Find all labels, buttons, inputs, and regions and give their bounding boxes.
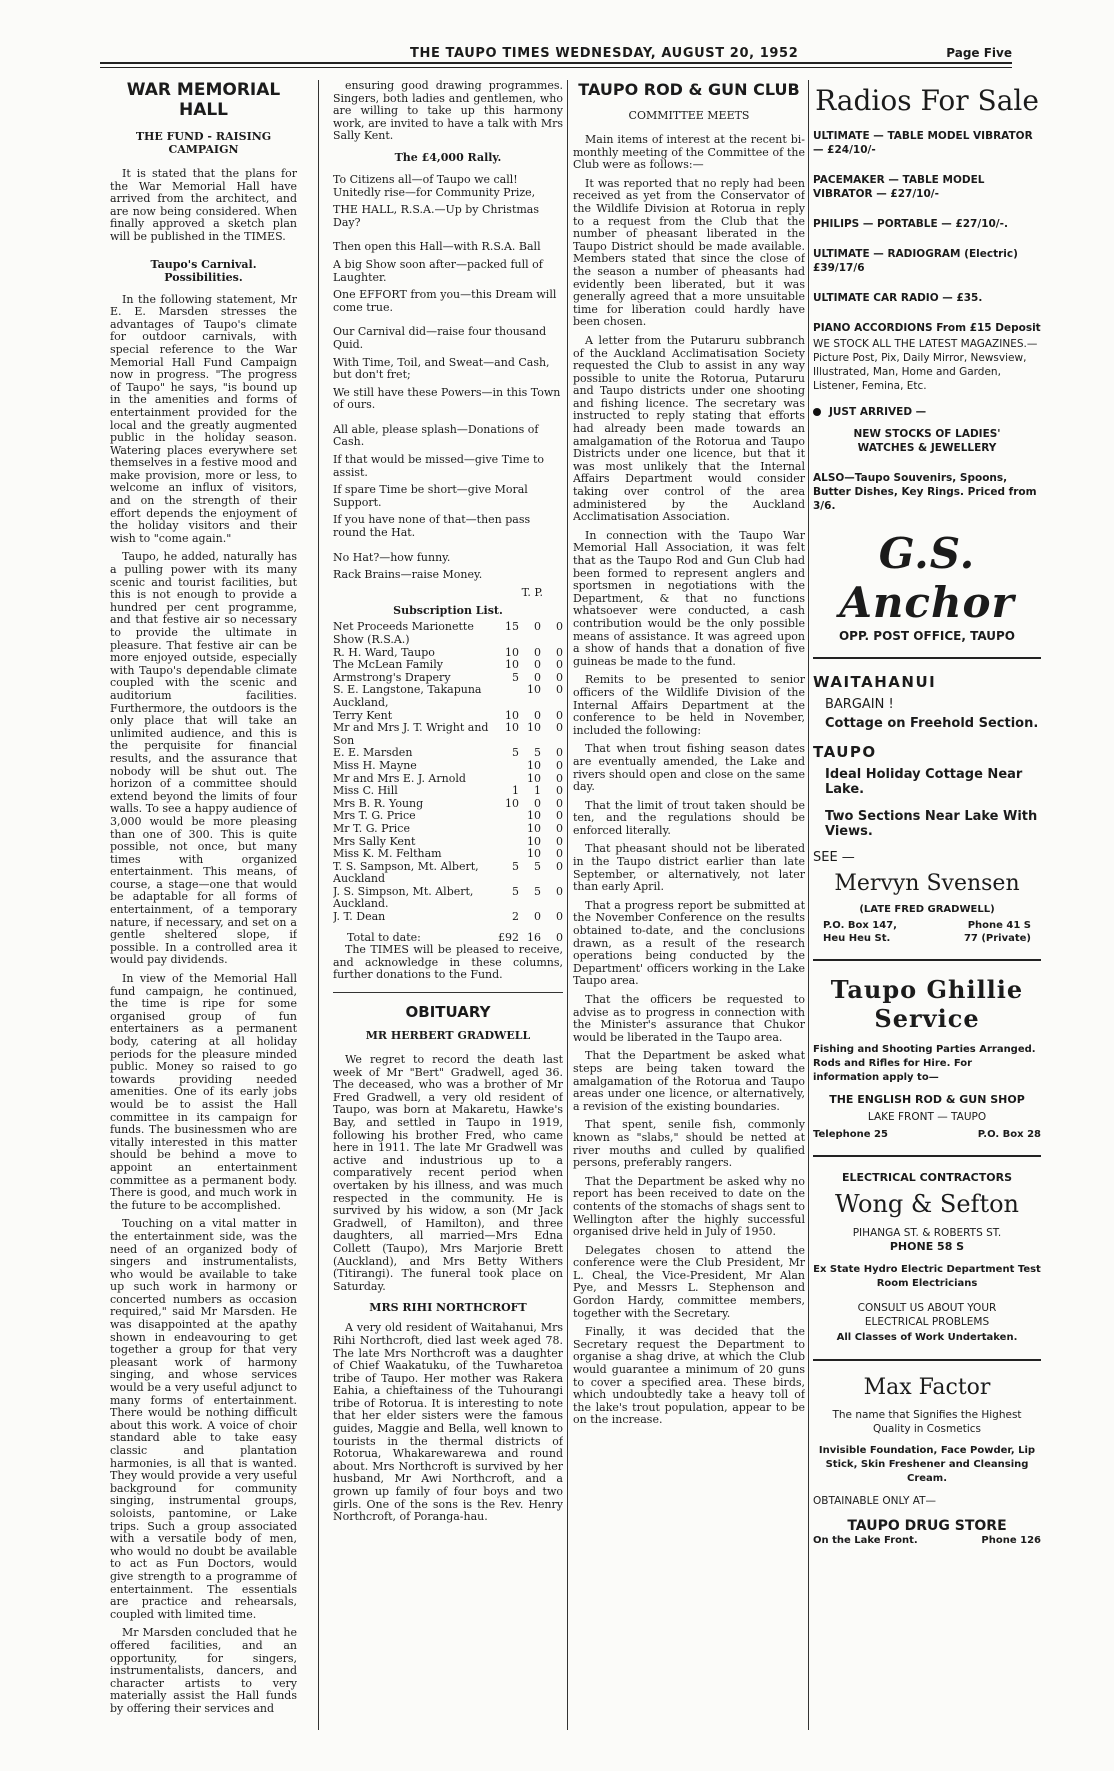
verse-line: All able, please splash—Donations of Cash. bbox=[333, 422, 539, 449]
just-arrived bbox=[813, 405, 1041, 419]
radio-item: PACEMAKER — TABLE MODEL VIBRATOR — £27/10/- bbox=[813, 174, 985, 200]
total-pence: 0 bbox=[556, 930, 563, 944]
wong-sefton: Wong & Sefton bbox=[834, 1190, 1019, 1218]
piano-ad: PIANO ACCORDIONS From £15 Deposit bbox=[813, 322, 1041, 334]
shillings: 10 bbox=[527, 721, 541, 735]
paragraph: In the following statement, Mr E. E. Marsden stresses the advantages of Taupo's climate for outdoor carnivals, with special reference to the War Memorial Hall Fund Campaign now in progress. "The progress of Taupo" he says, "is bound up in the amenities and forms of entertainment provided for the local and the greatly augmented public in the holiday season. Watering places everywhere set themselves in a festive mood and make provision, more or less, to welcome an influx of visitors, and on the strength of their effort depends the enjoyment of the holiday visitors and their wish to "come again." bbox=[110, 292, 297, 545]
contact-row bbox=[813, 1128, 1041, 1141]
radio-item: ULTIMATE — TABLE MODEL VIBRATOR — £24/10/- bbox=[813, 130, 1033, 156]
verse-line: We still have these Powers—in this Town of ours. bbox=[333, 385, 561, 412]
subscription-row bbox=[333, 911, 563, 924]
verse-line: No Hat?—how funny. bbox=[333, 550, 451, 564]
paragraph: That a progress report be submitted at the November Conference on the results obtained to-date, and the conclusions drawn, as a result of the research operations being conducted by the Department' officers working in the Lake Taupo area. bbox=[573, 898, 805, 988]
waitahanui-label: WAITAHANUI bbox=[813, 673, 937, 691]
contact-row bbox=[813, 932, 1041, 945]
shillings: 5 bbox=[534, 746, 541, 760]
shillings: 5 bbox=[534, 859, 541, 873]
pence: 0 bbox=[556, 746, 563, 760]
shillings: 0 bbox=[534, 658, 541, 672]
subscriber-name: The McLean Family bbox=[333, 658, 443, 672]
stocks-ad: NEW STOCKS OF LADIES' WATCHES & JEWELLERY bbox=[853, 428, 1001, 454]
divider bbox=[813, 1359, 1041, 1361]
pence: 0 bbox=[556, 821, 563, 835]
address: PIHANGA ST. & ROBERTS ST. bbox=[852, 1227, 1002, 1239]
magazines-ad: WE STOCK ALL THE LATEST MAGAZINES.—Picture Post, Pix, Daily Mirror, Newsview, Illustrated, Man, Home and Garden, Listener, Femina, Etc. bbox=[813, 338, 1038, 392]
pence: 0 bbox=[556, 645, 563, 659]
ex-state: Ex State Hydro Electric Department Test Room Electricians bbox=[813, 1264, 1041, 1289]
anchor-logo: G.S. Anchor bbox=[839, 529, 1015, 627]
consult: CONSULT US ABOUT YOUR ELECTRICAL PROBLEMS bbox=[857, 1302, 997, 1328]
pence: 0 bbox=[556, 796, 563, 810]
subscriber-name: Armstrong's Drapery bbox=[333, 670, 451, 684]
subhead-fund: THE FUND - RAISING CAMPAIGN bbox=[135, 130, 272, 156]
subscriber-name: Miss K. M. Feltham bbox=[333, 847, 442, 861]
subhead-committee: COMMITTEE MEETS bbox=[628, 109, 750, 122]
subscription-table bbox=[333, 621, 563, 923]
verse-line: If spare Time be short—give Moral Support. bbox=[333, 483, 528, 509]
subscriber-name: S. E. Langstone, Takapuna Auckland, bbox=[333, 683, 482, 709]
sections-listing: Two Sections Near Lake With Views. bbox=[825, 809, 1038, 839]
subscriber-name: Mrs B. R. Young bbox=[333, 796, 424, 810]
radio-item: ULTIMATE CAR RADIO — £35. bbox=[813, 292, 983, 304]
shillings: 10 bbox=[527, 821, 541, 835]
subscriber-name: E. E. Marsden bbox=[333, 746, 413, 760]
subscription-row bbox=[333, 659, 563, 672]
fishing-ad: Fishing and Shooting Parties Arranged. Rods and Rifles for Hire. For information apply to— bbox=[813, 1044, 1036, 1083]
paragraph: Finally, it was decided that the Secretary request the Department to organise a shag drive, at which the Club would guarantee a minimum of 20 guns to cover a specified area. These birds, which undoubtedly take a heavy toll of the lake's trout population, appear to be on the increase. bbox=[573, 1325, 805, 1427]
paragraph: It was reported that no reply had been received as yet from the Conservator of the Wildlife Division at Rotorua in reply to a request from the Club that the number of pheasant liberated in the Taupo District should be made available. Members stated that since the close of the season a number of pheasants had evidently been liberated, but it was generally agreed that a more unsuitable time for liberation could hardly have been chosen. bbox=[573, 176, 805, 329]
pence: 0 bbox=[556, 910, 563, 924]
subscriber-name: Mrs Sally Kent bbox=[333, 834, 416, 848]
shillings: 10 bbox=[527, 809, 541, 823]
subscriber-name: Mr T. G. Price bbox=[333, 821, 410, 835]
shillings: 0 bbox=[534, 910, 541, 924]
subscription-row bbox=[333, 785, 563, 798]
pence: 0 bbox=[556, 658, 563, 672]
paragraph: It is stated that the plans for the War Memorial Hall have arrived from the architect, and are now being considered. When finally approved a sketch plan will be published in the TIMES. bbox=[110, 167, 297, 243]
paragraph: In view of the Memorial Hall fund campaign, he continued, the time is ripe for some organised group of fun entertainers as a permanent body, catering at all holiday periods for the pleasure minded public. Money so raised to go towards providing needed amenities. One of its early jobs would be to assist the Hall committee in its campaign for funds. The businessmen who are vitally interested in this matter should be behind a move to appoint an entertainment committee as a permanent body. There is good, and much work in the future to be accomplished. bbox=[110, 972, 297, 1212]
subscriber-name: Miss H. Mayne bbox=[333, 758, 417, 772]
subscriber-name: Mrs T. G. Price bbox=[333, 809, 416, 823]
pounds bbox=[497, 836, 519, 849]
paragraph: A very old resident of Waitahanui, Mrs Rihi Northcroft, died last week aged 78. The late Mrs Northcroft was a daughter of Chief Waakatuku, of the Tuwharetoa tribe of Taupo. Her mother was Rakera Eahia, a chieftainess of the Tuhourangi tribe of Rotorua. It is interesting to note that her elder sisters were the famous guides, Maggie and Bella, well known to tourists in the thermal districts of Rotorua, Whakarewarewa and round about. Mrs Northcroft is survived by her husband, Mr Awi Northcroft, and a grown up family of four boys and two girls. One of the sons is the Rev. Henry Northcroft, of Poranga-hau. bbox=[333, 1321, 563, 1524]
pence: 0 bbox=[556, 620, 563, 634]
private-phone: 77 (Private) bbox=[963, 933, 1031, 944]
subscriber-name: J. T. Dean bbox=[333, 910, 386, 924]
rally-title: The £4,000 Rally. bbox=[394, 150, 502, 164]
column-rule bbox=[808, 80, 809, 1730]
subhead-carnival: Taupo's Carnival. Possibilities. bbox=[150, 257, 257, 284]
verse-line: Our Carnival did—raise four thousand Quid. bbox=[333, 325, 547, 351]
total-label: Total to date: bbox=[347, 930, 421, 944]
paragraph: We regret to record the death last week of Mr "Bert" Gradwell, aged 36. The deceased, who was a brother of Mr Fred Gradwell, a very old resident of Taupo, was born at Makaretu, Hawke's Bay, and settled in Taupo in 1919, following his brother Fred, who came here in 1911. The late Mr Gradwell was active and industrious up to a comparatively recent period when overtaken by his illness, and was much respected in the community. He is survived by his widow, a son (Mr Jack Gradwell, of Hamilton), and three daughters, all married—Mrs Edna Collett (Taupo), Mrs Marjorie Brett (Auckland), and Mrs Betty Withers (Titirangi). The funeral took place on Saturday. bbox=[333, 1053, 563, 1293]
obituary-name: MR HERBERT GRADWELL bbox=[365, 1029, 531, 1043]
bargain-label: BARGAIN ! bbox=[825, 697, 894, 712]
pence: 0 bbox=[556, 784, 563, 798]
po-box-28: P.O. Box 28 bbox=[977, 1129, 1041, 1140]
pence: 0 bbox=[556, 884, 563, 898]
paragraph: That the officers be requested to advise as to progress in connection with the Minister's assurance that Chukor would be liberated in the Taupo area. bbox=[573, 993, 805, 1044]
pounds: 5 bbox=[512, 859, 519, 873]
shillings: 5 bbox=[534, 884, 541, 898]
shillings: 10 bbox=[527, 758, 541, 772]
headline-rod-gun: TAUPO ROD & GUN CLUB bbox=[578, 80, 800, 99]
po-box: P.O. Box 147, bbox=[823, 920, 897, 931]
shillings: 10 bbox=[527, 847, 541, 861]
late-fred: (LATE FRED GRADWELL) bbox=[859, 904, 995, 915]
divider bbox=[813, 657, 1041, 659]
bullet-icon bbox=[813, 408, 821, 416]
verse-line: Then open this Hall—with R.S.A. Ball bbox=[333, 240, 541, 254]
total-pounds: £92 bbox=[498, 930, 519, 944]
obituary-title: OBITUARY bbox=[405, 1003, 491, 1022]
pounds: 10 bbox=[505, 658, 519, 672]
shillings: 0 bbox=[534, 620, 541, 634]
pounds bbox=[497, 810, 519, 823]
paragraph: ensuring good drawing programmes. Singers, both ladies and gentlemen, who are willing to take up this harmony work, are invited to have a talk with Mrs Sally Kent. bbox=[333, 80, 563, 143]
mervyn-svensen: Mervyn Svensen bbox=[834, 871, 1020, 896]
drug-store: TAUPO DRUG STORE bbox=[847, 1518, 1007, 1534]
pounds: 5 bbox=[512, 884, 519, 898]
column-rule bbox=[318, 80, 319, 1730]
subscriber-name: R. H. Ward, Taupo bbox=[333, 645, 435, 659]
pounds bbox=[497, 760, 519, 773]
divider bbox=[813, 959, 1041, 961]
pence: 0 bbox=[556, 708, 563, 722]
subscription-row bbox=[333, 848, 563, 861]
shillings: 1 bbox=[534, 784, 541, 798]
column-1 bbox=[110, 80, 297, 1735]
paragraph: In connection with the Taupo War Memorial Hall Association, it was felt that as the Taupo Rod and Gun Club had been formed to represent anglers and sportsmen in negotiations with the Department, & that no functions whatsoever were conducted, a cash contribution would be the only possible means of assistance. It was agreed upon a show of hands that a donation of five guineas be made to the fund. bbox=[573, 528, 805, 668]
pence: 0 bbox=[556, 670, 563, 684]
subscriber-name: Miss C. Hill bbox=[333, 784, 398, 798]
paragraph: Taupo, he added, naturally has a pulling power with its many scenic and tourist facilities, but this is not enough to provide a hundred per cent programme, and that festive air so necessary to provide the ultimate in pleasure. That festive air can be more enjoyed outside, especially with Taupo's dependable climate coupled with the scenic and auditorium facilities. Furthermore, the outdoors is the only place that will take an unlimited audience, and this is the perquisite for financial results, and the assurance that nobody will be shut out. The horizon of a committee should extend beyond the limits of four walls. To see a happy audience of 3,000 would be more pleasing than one of 300. This is quite possible, not once, but many times with organized entertainment. This means, of course, a stage—one that would be adaptable for all forms of entertainment, of a temporary nature, if necessary, and set on a gentle sheltered slope, if possible. In a controlled area it would pay dividends. bbox=[110, 550, 297, 967]
lake-front: LAKE FRONT — TAUPO bbox=[867, 1111, 987, 1123]
pounds: 10 bbox=[505, 645, 519, 659]
pence: 0 bbox=[556, 683, 563, 697]
total-shillings: 16 bbox=[527, 930, 541, 944]
masthead-rule-thin bbox=[100, 67, 1012, 68]
telephone: Telephone 25 bbox=[813, 1129, 888, 1140]
paragraph: Touching on a vital matter in the entertainment side, was the need of an organized body of singers and instrumentalists, who would be available to take up such work in harmony or concerted numbers as occasion required," said Mr Marsden. He was disappointed at the apathy shown in endeavouring to get together a group for that very pleasant work of harmony singing, and whose services would be a very useful adjunct to many forms of entertainment. There would be nothing difficult about this work. A voice of choir standard able to take easy classic and plantation harmonies, is all that is wanted. They would provide a very useful background for community singing, instrumental groups, soloists, pantomine, or Lake trips. Such a group associated with a versatile body of men, who would no doubt be available to act as Fun Doctors, would give strength to a programme of entertainment. The essentials are practice and rehearsals, coupled with limited time. bbox=[110, 1217, 297, 1621]
lake-front-location: On the Lake Front. bbox=[813, 1535, 918, 1546]
pounds: 5 bbox=[512, 670, 519, 684]
all-classes: All Classes of Work Undertaken. bbox=[836, 1332, 1018, 1343]
subscription-row bbox=[333, 861, 563, 886]
column-2 bbox=[333, 80, 563, 1735]
pounds: 15 bbox=[505, 620, 519, 634]
subscription-row bbox=[333, 823, 563, 836]
subscription-row bbox=[333, 886, 563, 911]
shillings: 0 bbox=[534, 670, 541, 684]
holiday-cottage-listing: Ideal Holiday Cottage Near Lake. bbox=[825, 767, 1023, 797]
pence: 0 bbox=[556, 809, 563, 823]
radio-item: PHILIPS — PORTABLE — £27/10/-. bbox=[813, 218, 1008, 230]
ghillie-service: Taupo Ghillie Service bbox=[830, 975, 1024, 1033]
shillings: 10 bbox=[527, 834, 541, 848]
souvenirs-ad: ALSO—Taupo Souvenirs, Spoons, Butter Dishes, Key Rings. Priced from 3/6. bbox=[813, 472, 1037, 512]
column-rule bbox=[567, 80, 568, 1730]
column-3 bbox=[573, 80, 805, 1735]
headline-war-memorial: WAR MEMORIAL HALL bbox=[126, 80, 281, 120]
shillings: 0 bbox=[534, 708, 541, 722]
signature: T. P. bbox=[521, 585, 543, 599]
phone-126: Phone 126 bbox=[981, 1535, 1041, 1546]
pounds: 2 bbox=[512, 910, 519, 924]
rally-verse bbox=[333, 174, 563, 599]
pounds bbox=[497, 823, 519, 836]
paragraph: Remits to be presented to senior officers of the Wildlife Division of the Internal Affairs Department at the conference to be held in November, included the following: bbox=[573, 673, 805, 737]
subscriber-name: T. S. Sampson, Mt. Albert, Auckland bbox=[333, 859, 479, 886]
phone: Phone 41 S bbox=[967, 920, 1031, 931]
street: Heu Heu St. bbox=[823, 933, 891, 944]
subscriber-name: Net Proceeds Marionette Show (R.S.A.) bbox=[333, 620, 474, 646]
pence: 0 bbox=[556, 771, 563, 785]
radio-item: ULTIMATE — RADIOGRAM (Electric) £39/17/6 bbox=[813, 248, 1018, 274]
pence: 0 bbox=[556, 834, 563, 848]
pence: 0 bbox=[556, 847, 563, 861]
max-factor-slogan: The name that Signifies the Highest Quality in Cosmetics bbox=[832, 1409, 1022, 1435]
paragraph: That pheasant should not be liberated in the Taupo district earlier than late September, or alternatively, not later than early April. bbox=[573, 842, 805, 894]
column-4-ads bbox=[813, 80, 1041, 1735]
subscription-row bbox=[333, 760, 563, 773]
pounds: 10 bbox=[505, 708, 519, 722]
pence: 0 bbox=[556, 758, 563, 772]
paragraph: That when trout fishing season dates are eventually amended, the Lake and rivers should open and close on the same day. bbox=[573, 742, 805, 794]
shillings: 0 bbox=[534, 645, 541, 659]
paragraph: Delegates chosen to attend the conference were the Club President, Mr L. Cheal, the Vice-President, Mr Alan Pye, and Messrs L. Stephenson and Gordon Hardy, committee members, together with the Secretary. bbox=[573, 1243, 805, 1320]
radios-title: Radios For Sale bbox=[815, 84, 1039, 117]
subscription-title: Subscription List. bbox=[393, 604, 503, 618]
shillings: 10 bbox=[527, 771, 541, 785]
verse-line: If you have none of that—then pass round the Hat. bbox=[333, 513, 531, 540]
cottage-listing: Cottage on Freehold Section. bbox=[825, 716, 1039, 731]
subscriber-name: Terry Kent bbox=[333, 708, 393, 722]
obtainable: OBTAINABLE ONLY AT— bbox=[813, 1495, 937, 1507]
verse-line: Rack Brains—raise Money. bbox=[333, 568, 483, 582]
verse-line: THE HALL, R.S.A.—Up by Christmas Day? bbox=[333, 203, 539, 229]
pounds: 1 bbox=[512, 784, 519, 798]
english-shop: THE ENGLISH ROD & GUN SHOP bbox=[829, 1093, 1025, 1106]
paragraph: A letter from the Putaruru subbranch of the Auckland Acclimatisation Society requested the Club to assist in any way possible to unite the Rotorua, Putaruru and Taupo districts under one shooting and fishing licence. The secretary was instructed to reply stating that efforts had already been made towards an amalgamation of the Rotorua and Taupo Districts under one licence, but that it was most unlikely that the Internal Affairs Department would consider taking over control of the area administered by the Auckland Acclimatisation Association. bbox=[573, 333, 805, 524]
divider bbox=[813, 1155, 1041, 1157]
phone-58: PHONE 58 S bbox=[889, 1240, 965, 1253]
paragraph: The TIMES will be pleased to receive, and acknowledge in these columns, further donations to the Fund. bbox=[333, 943, 563, 982]
verse-line: A big Show soon after—packed full of Laughter. bbox=[333, 257, 543, 284]
pounds: 10 bbox=[505, 721, 519, 735]
pence: 0 bbox=[556, 721, 563, 735]
masthead bbox=[100, 42, 1012, 72]
verse-line: With Time, Toil, and Sweat—and Cash, but don't fret; bbox=[333, 355, 550, 382]
cosmetics-list: Invisible Foundation, Face Powder, Lip Stick, Skin Freshener and Cleansing Cream. bbox=[818, 1445, 1036, 1484]
pounds: 10 bbox=[505, 796, 519, 810]
electrical-contractors: ELECTRICAL CONTRACTORS bbox=[841, 1171, 1013, 1184]
masthead-rule bbox=[100, 62, 1012, 64]
paragraph: Main items of interest at the recent bi-monthly meeting of the Committee of the Club were as follows:— bbox=[573, 133, 805, 172]
subscriber-name: J. S. Simpson, Mt. Albert, Auckland. bbox=[333, 884, 474, 911]
just-arrived-label: JUST ARRIVED — bbox=[829, 406, 927, 418]
pounds bbox=[497, 684, 519, 709]
taupo-label: TAUPO bbox=[813, 743, 877, 761]
contact-row bbox=[813, 919, 1041, 932]
max-factor: Max Factor bbox=[863, 1375, 991, 1400]
see-label: SEE — bbox=[813, 850, 855, 865]
pence: 0 bbox=[556, 859, 563, 873]
paragraph: That spent, senile fish, commonly known as "slabs," should be netted at river mouths and culled by qualified persons, preferably rangers. bbox=[573, 1118, 805, 1170]
subscriber-name: Mr and Mrs J. T. Wright and Son bbox=[333, 721, 489, 747]
anchor-address: OPP. POST OFFICE, TAUPO bbox=[838, 629, 1016, 643]
verse-line: To Citizens all—of Taupo we call! Unitedly rise—for Community Prize, bbox=[333, 172, 536, 199]
subscription-row bbox=[333, 722, 563, 747]
divider bbox=[333, 992, 563, 993]
shillings: 10 bbox=[527, 683, 541, 697]
paragraph: That the limit of trout taken should be ten, and the regulations should be enforced literally. bbox=[573, 798, 805, 837]
subscription-row bbox=[333, 684, 563, 709]
obituary-name: MRS RIHI NORTHCROFT bbox=[369, 1301, 527, 1315]
shillings: 0 bbox=[534, 796, 541, 810]
paragraph: That the Department be asked why no report has been received to date on the contents of the stomachs of shags sent to Wellington after the highly successful organised drive held in July of 1950. bbox=[573, 1174, 805, 1239]
subscription-row bbox=[333, 621, 563, 646]
pounds bbox=[497, 848, 519, 861]
masthead-title: THE TAUPO TIMES WEDNESDAY, AUGUST 20, 1952 bbox=[410, 46, 799, 61]
paragraph: Mr Marsden concluded that he offered facilities, and an opportunity, for singers, instrumentalists, dancers, and character artists to very materially assist the Hall funds by offering their services and bbox=[110, 1626, 297, 1715]
page-number: Page Five bbox=[946, 46, 1012, 60]
pounds: 5 bbox=[512, 746, 519, 760]
subscriber-name: Mr and Mrs E. J. Arnold bbox=[333, 771, 466, 785]
verse-line: One EFFORT from you—this Dream will come true. bbox=[333, 288, 557, 314]
paragraph: That the Department be asked what steps are being taken toward the amalgamation of the Rotorua and Taupo areas under one licence, or alternatively, a revision of the existing boundaries. bbox=[573, 1049, 805, 1113]
verse-line: If that would be missed—give Time to assist. bbox=[333, 453, 545, 479]
contact-row bbox=[813, 1534, 1041, 1547]
